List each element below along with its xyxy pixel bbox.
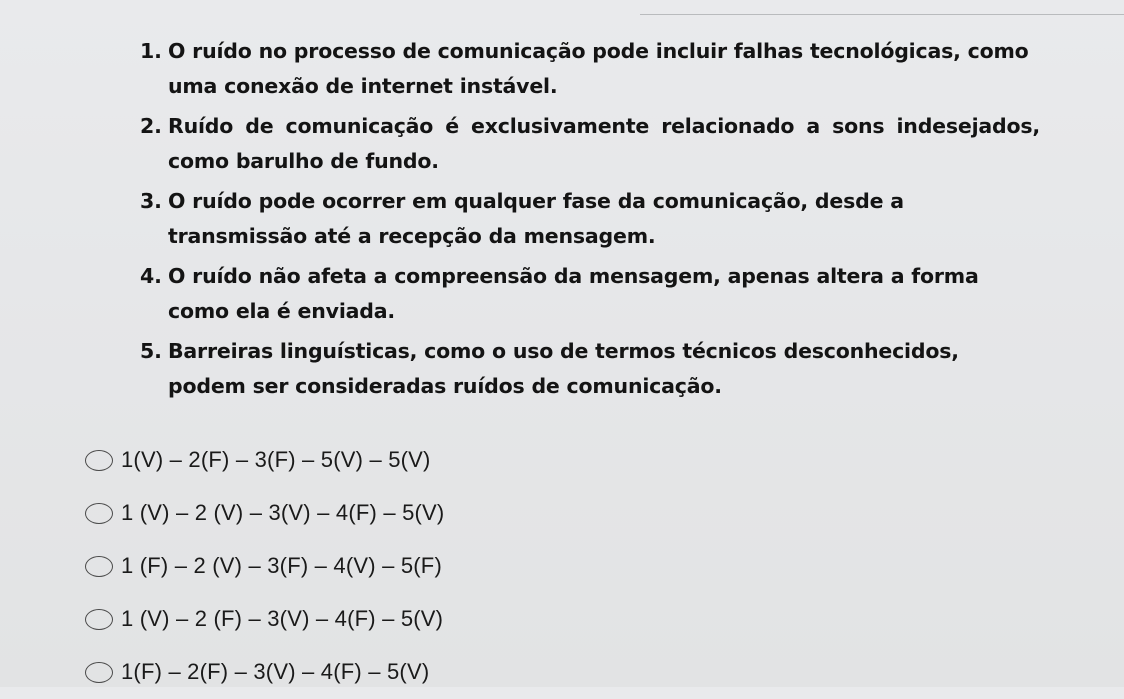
statement-item [140,334,1040,404]
answer-option[interactable] [85,540,444,592]
statement-number: 1. [140,39,162,63]
statement-text: Ruído de comunicação é exclusivamente relacionado a sons indesejados, como barulho de fundo. [168,114,1040,173]
answer-option[interactable] [85,487,444,539]
answer-options [85,434,444,699]
statement-number: 3. [140,189,162,213]
option-label[interactable]: 1(F) – 2(F) – 3(V) – 4(F) – 5(V) [121,659,430,684]
radio-button[interactable] [85,450,113,471]
statement-item [140,259,1040,329]
radio-button[interactable] [85,556,113,577]
statement-text: Barreiras linguísticas, como o uso de termos técnicos desconhecidos, podem ser consideradas ruídos de comunicação. [168,339,959,398]
statement-text: O ruído pode ocorrer em qualquer fase da comunicação, desde a transmissão até a recepção da mensagem. [168,189,904,248]
statement-text: O ruído não afeta a compreensão da mensagem, apenas altera a forma como ela é enviada. [168,264,979,323]
statement-item [140,34,1040,104]
answer-option[interactable] [85,646,444,698]
radio-button[interactable] [85,609,113,630]
option-label[interactable]: 1 (V) – 2 (V) – 3(V) – 4(F) – 5(V) [121,500,445,525]
statement-list [140,34,1040,409]
statement-number: 5. [140,339,162,363]
radio-button[interactable] [85,662,113,683]
statement-number: 4. [140,264,162,288]
answer-option[interactable] [85,593,444,645]
radio-button[interactable] [85,503,113,524]
option-label[interactable]: 1(V) – 2(F) – 3(F) – 5(V) – 5(V) [121,447,431,472]
statement-number: 2. [140,114,162,138]
answer-option[interactable] [85,434,444,486]
statement-item [140,109,1040,179]
option-label[interactable]: 1 (V) – 2 (F) – 3(V) – 4(F) – 5(V) [121,606,444,631]
statement-item [140,184,1040,254]
option-label[interactable]: 1 (F) – 2 (V) – 3(F) – 4(V) – 5(F) [121,553,442,578]
divider-line [640,14,1124,15]
statement-text: O ruído no processo de comunicação pode incluir falhas tecnológicas, como uma conexão de internet instável. [168,39,1029,98]
